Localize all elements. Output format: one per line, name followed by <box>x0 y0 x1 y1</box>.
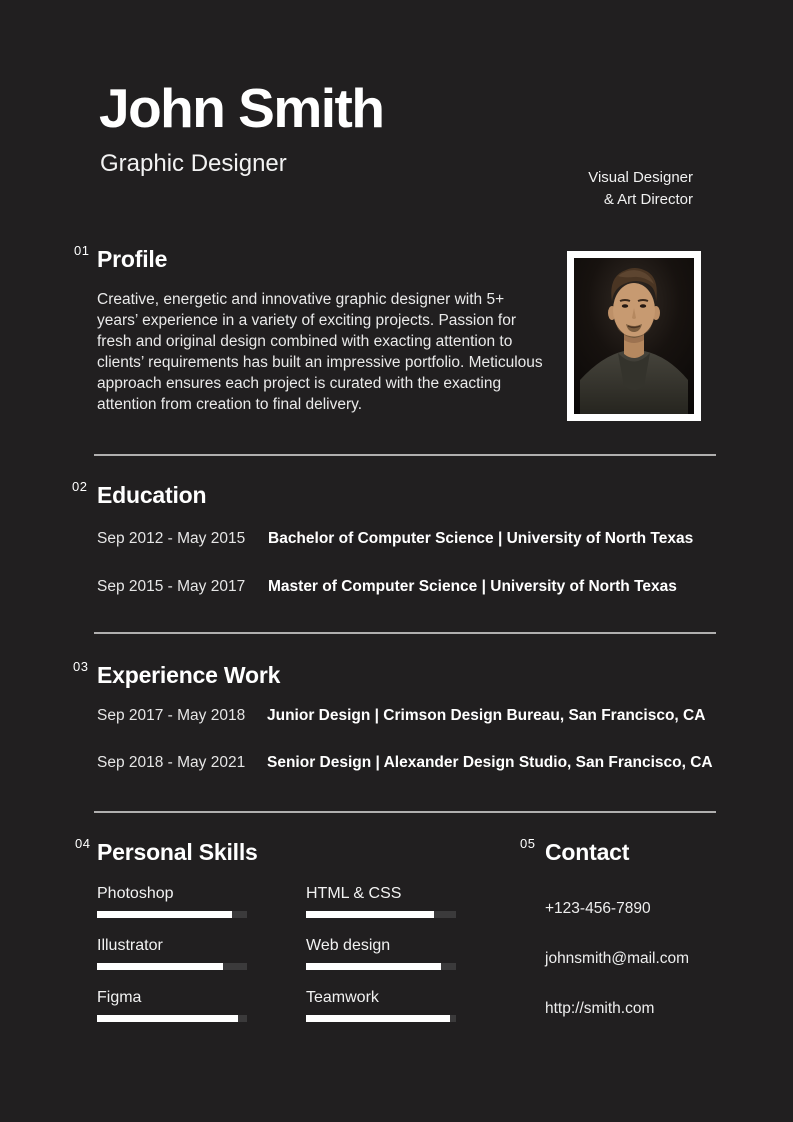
contact-website: http://smith.com <box>545 1000 655 1017</box>
experience-dates: Sep 2018 - May 2021 <box>97 754 246 771</box>
divider <box>94 811 716 813</box>
experience-dates: Sep 2017 - May 2018 <box>97 707 246 724</box>
contact-phone: +123-456-7890 <box>545 900 651 917</box>
divider <box>94 454 716 456</box>
skill-bar <box>97 963 247 970</box>
skill-label: Web design <box>306 937 391 954</box>
education-dates: Sep 2012 - May 2015 <box>97 530 246 547</box>
skill-bar <box>97 911 247 918</box>
skill-illustrator <box>97 937 267 970</box>
section-number-education: 02 <box>72 479 88 494</box>
skill-label: Photoshop <box>97 885 174 902</box>
profile-photo <box>567 251 701 421</box>
skill-bar-fill <box>306 1015 450 1022</box>
portrait-illustration <box>574 258 694 414</box>
section-heading-experience: Experience Work <box>97 662 281 688</box>
skill-figma <box>97 989 267 1022</box>
education-dates: Sep 2015 - May 2017 <box>97 578 246 595</box>
skill-bar-fill <box>306 963 441 970</box>
skill-web-design <box>306 937 476 970</box>
skill-bar <box>306 1015 456 1022</box>
contact-email: johnsmith@mail.com <box>545 950 690 967</box>
experience-role: Senior Design | Alexander Design Studio, San Francisco, CA <box>267 754 713 771</box>
section-number-profile: 01 <box>74 243 90 258</box>
section-number-contact: 05 <box>520 836 536 851</box>
education-degree: Bachelor of Computer Science | University of North Texas <box>268 530 694 547</box>
skill-html-css <box>306 885 476 918</box>
divider <box>94 632 716 634</box>
skill-bar-fill <box>306 911 434 918</box>
section-heading-profile: Profile <box>97 246 168 272</box>
skill-photoshop <box>97 885 267 918</box>
skill-label: Figma <box>97 989 142 1006</box>
skill-label: Teamwork <box>306 989 379 1006</box>
education-degree: Master of Computer Science | University of North Texas <box>268 578 677 595</box>
skill-bar-fill <box>97 911 232 918</box>
section-number-skills: 04 <box>75 836 91 851</box>
person-job-title: Graphic Designer <box>100 150 287 177</box>
section-heading-education: Education <box>97 482 207 508</box>
experience-role: Junior Design | Crimson Design Bureau, San Francisco, CA <box>267 707 706 724</box>
tagline-line-2: & Art Director <box>603 190 693 208</box>
section-heading-skills: Personal Skills <box>97 839 258 865</box>
person-name: John Smith <box>99 77 384 139</box>
section-heading-contact: Contact <box>545 839 630 865</box>
skill-bar <box>306 911 456 918</box>
skill-teamwork <box>306 989 476 1022</box>
skill-label: Illustrator <box>97 937 163 954</box>
tagline-line-1: Visual Designer <box>588 169 693 186</box>
skill-bar-fill <box>97 1015 238 1022</box>
section-number-experience: 03 <box>73 659 89 674</box>
skill-label: HTML & CSS <box>306 885 402 902</box>
tagline <box>588 167 693 210</box>
profile-summary-text: Creative, energetic and innovative graphic designer with 5+ years’ experience in a variety of exciting projects. Passion for fresh and original design combined with exacting attention to clients’ requirements has built an impressive portfolio. Meticulous approach ensures each project is curated with the exacting attention from creation to final delivery. <box>97 291 543 413</box>
skill-bar <box>306 963 456 970</box>
skill-bar-fill <box>97 963 223 970</box>
skill-bar <box>97 1015 247 1022</box>
